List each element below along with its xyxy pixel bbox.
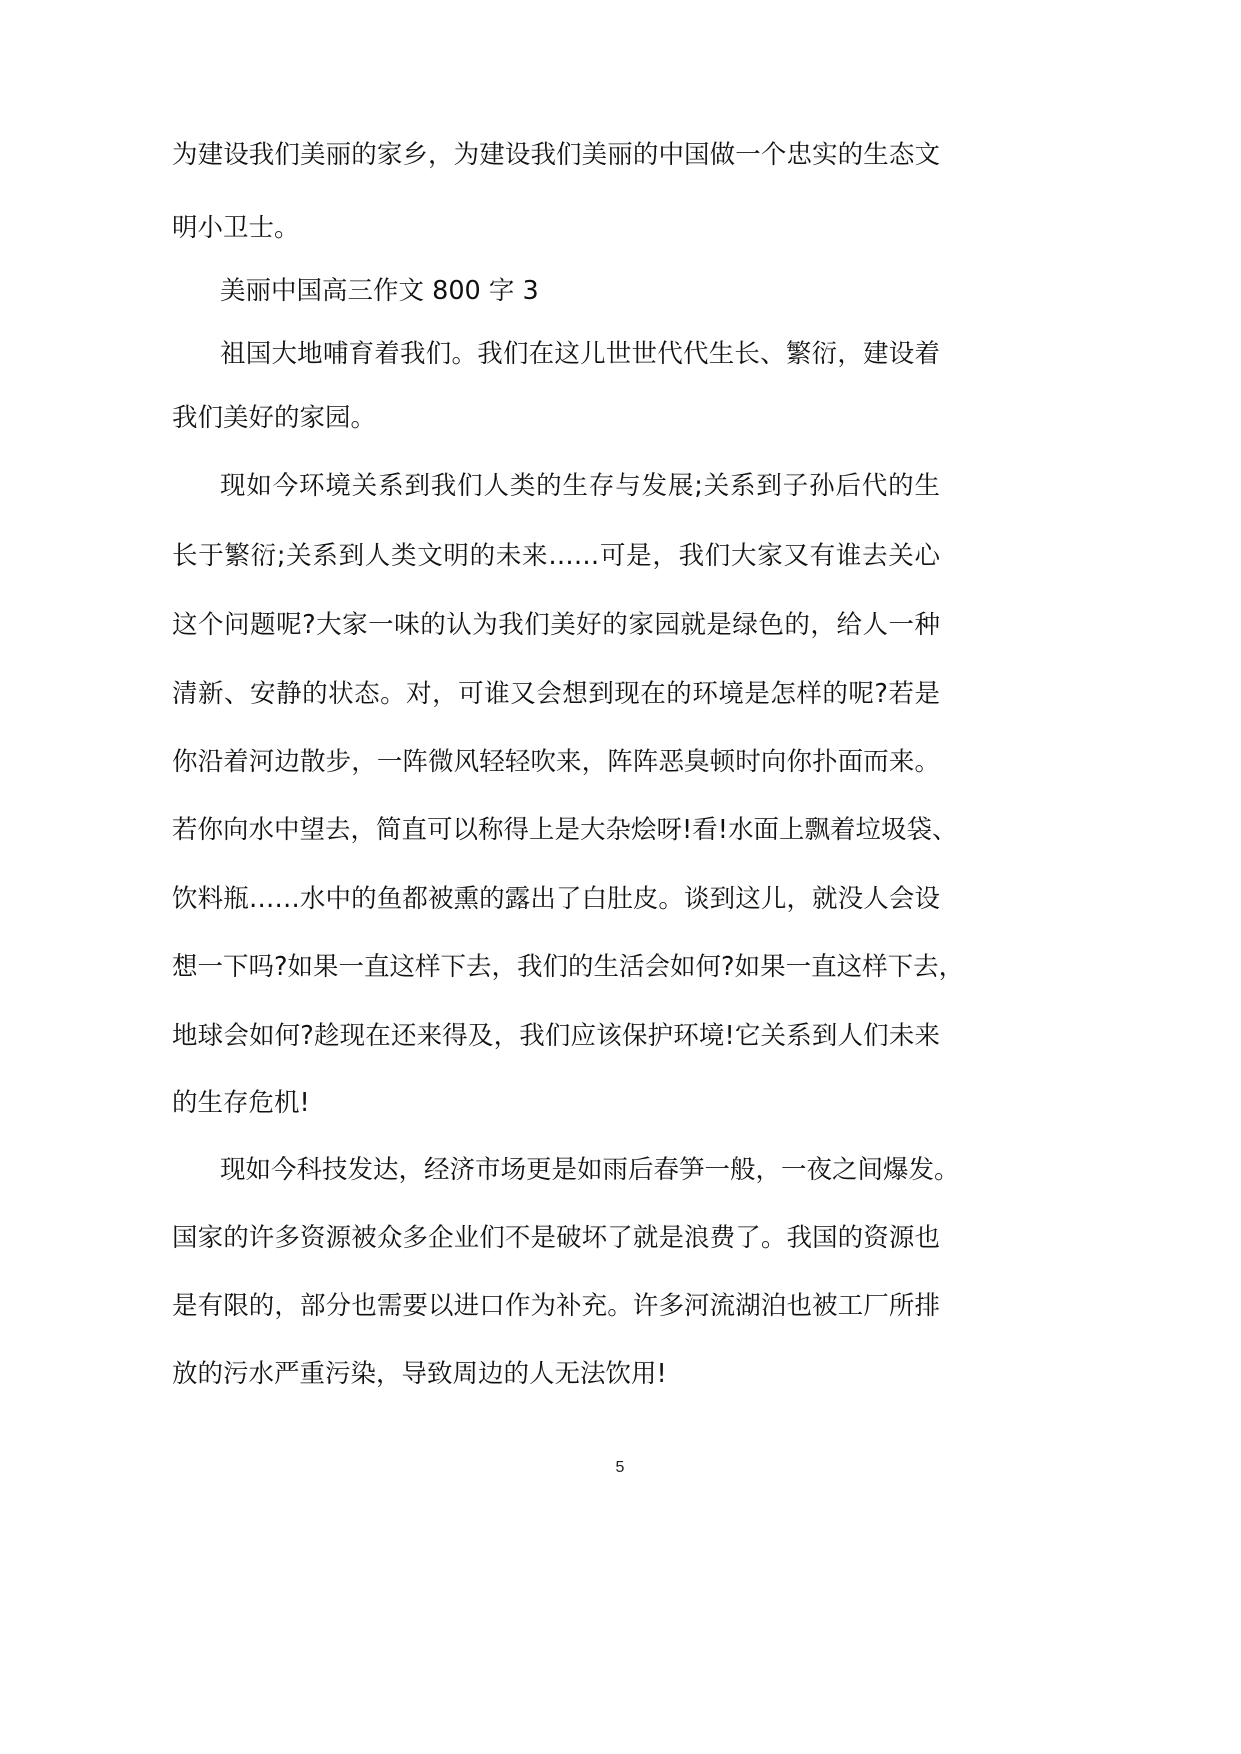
text-line: 现如今环境关系到我们人类的生存与发展;关系到子孙后代的生: [220, 471, 940, 501]
text-line: 为建设我们美丽的家乡，为建设我们美丽的中国做一个忠实的生态文: [172, 140, 940, 170]
heading-text: 美丽中国高三作文 800 字 3: [220, 276, 539, 306]
text-line: 清新、安静的状态。对，可谁又会想到现在的环境是怎样的呢?若是: [172, 679, 940, 709]
page-number: 5: [615, 1459, 625, 1476]
text-line: 想一下吗?如果一直这样下去，我们的生活会如何?如果一直这样下去，: [172, 952, 965, 982]
text-line: 我们美好的家园。: [172, 403, 377, 433]
text-line: 长于繁衍;关系到人类文明的未来……可是，我们大家又有谁去关心: [172, 541, 940, 571]
text-line: 放的污水严重污染，导致周边的人无法饮用!: [172, 1359, 667, 1389]
text-line: 饮料瓶……水中的鱼都被熏的露出了白肚皮。谈到这儿，就没人会设: [172, 884, 940, 914]
text-line: 若你向水中望去，简直可以称得上是大杂烩呀!看!水面上飘着垃圾袋、: [172, 815, 958, 845]
text-line: 的生存危机!: [172, 1088, 310, 1118]
text-line: 这个问题呢?大家一味的认为我们美好的家园就是绿色的，给人一种: [172, 610, 940, 640]
text-line: 国家的许多资源被众多企业们不是破坏了就是浪费了。我国的资源也: [172, 1223, 940, 1253]
text-line: 祖国大地哺育着我们。我们在这儿世世代代生长、繁衍，建设着: [220, 339, 940, 369]
text-line: 你沿着河边散步，一阵微风轻轻吹来，阵阵恶臭顿时向你扑面而来。: [172, 747, 940, 777]
text-line: 明小卫士。: [172, 213, 300, 243]
text-line: 是有限的，部分也需要以进口作为补充。许多河流湖泊也被工厂所排: [172, 1291, 940, 1321]
text-line: 现如今科技发达，经济市场更是如雨后春笋一般，一夜之间爆发。: [220, 1155, 960, 1185]
text-line: 地球会如何?趁现在还来得及，我们应该保护环境!它关系到人们未来: [172, 1021, 940, 1051]
